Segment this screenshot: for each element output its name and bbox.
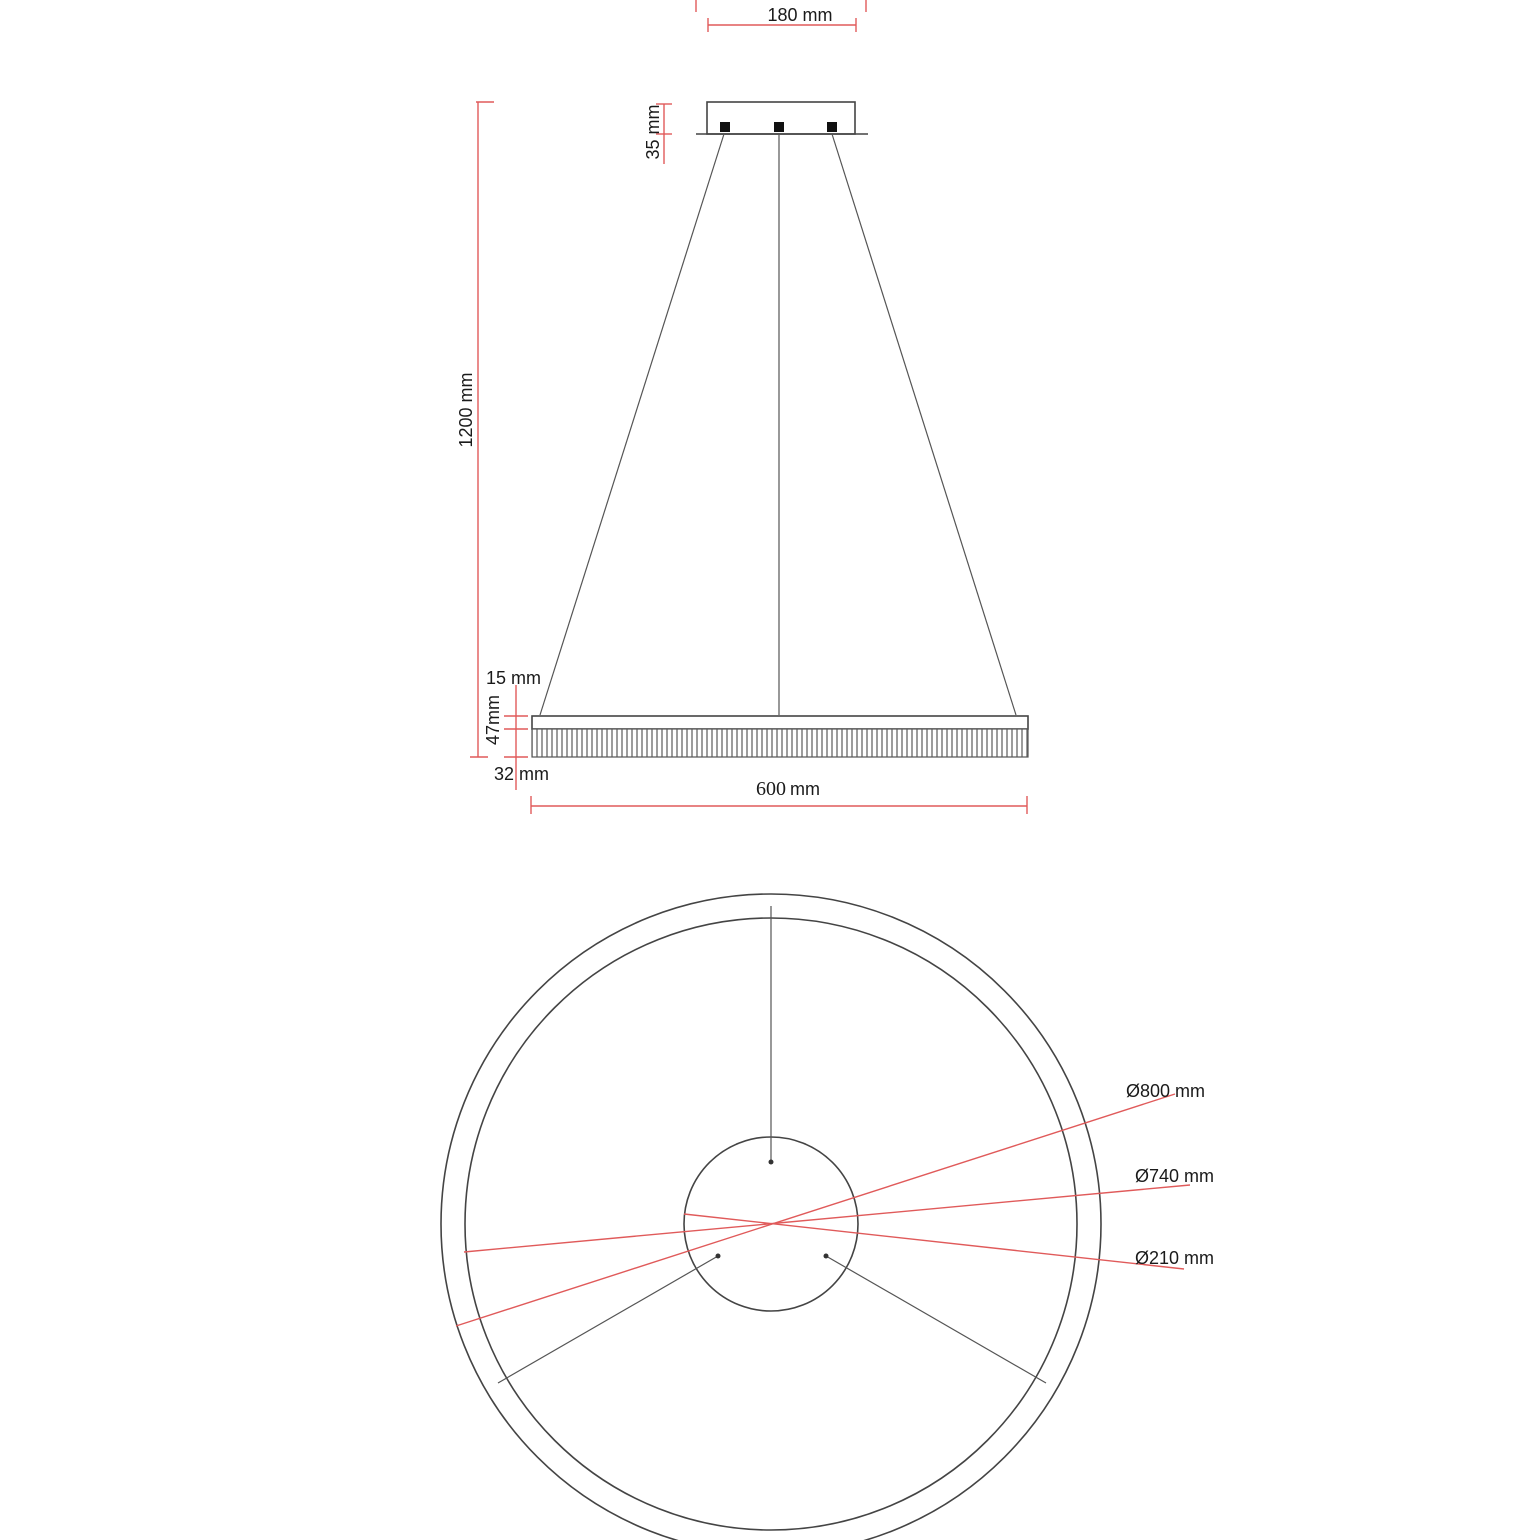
canopy-width-dimension bbox=[696, 0, 866, 32]
side-view bbox=[456, 0, 1028, 814]
drop-height-label: 1200 mm bbox=[456, 372, 476, 448]
ring-width-dimension bbox=[531, 778, 1027, 814]
cable-clamp-right bbox=[827, 122, 837, 132]
canopy-height-label: 35 mm bbox=[643, 104, 663, 160]
canopy-height-dimension bbox=[643, 104, 672, 164]
cable-clamp-center bbox=[774, 122, 784, 132]
ring-side-profile bbox=[532, 716, 1028, 757]
drop-height-dimension bbox=[456, 102, 494, 757]
ring-total-height-label: 47mm bbox=[483, 694, 503, 746]
inner-diameter-label: Ø740 mm bbox=[1135, 1166, 1215, 1186]
hub-diameter-label: Ø210 mm bbox=[1135, 1248, 1215, 1268]
ring-bottom-height-label: 32 mm bbox=[494, 764, 550, 784]
diameter-lines bbox=[456, 1094, 1190, 1326]
outer-diameter-label: Ø800 mm bbox=[1126, 1081, 1206, 1101]
canopy-width-label: 180 mm bbox=[767, 5, 833, 25]
cable-clamp-left bbox=[720, 122, 730, 132]
suspension-cables bbox=[540, 134, 1016, 715]
top-view bbox=[441, 894, 1214, 1540]
ring-width-label: 600 mm bbox=[756, 778, 820, 800]
ceiling-canopy bbox=[696, 102, 868, 134]
ring-top-height-label: 15 mm bbox=[486, 668, 542, 688]
